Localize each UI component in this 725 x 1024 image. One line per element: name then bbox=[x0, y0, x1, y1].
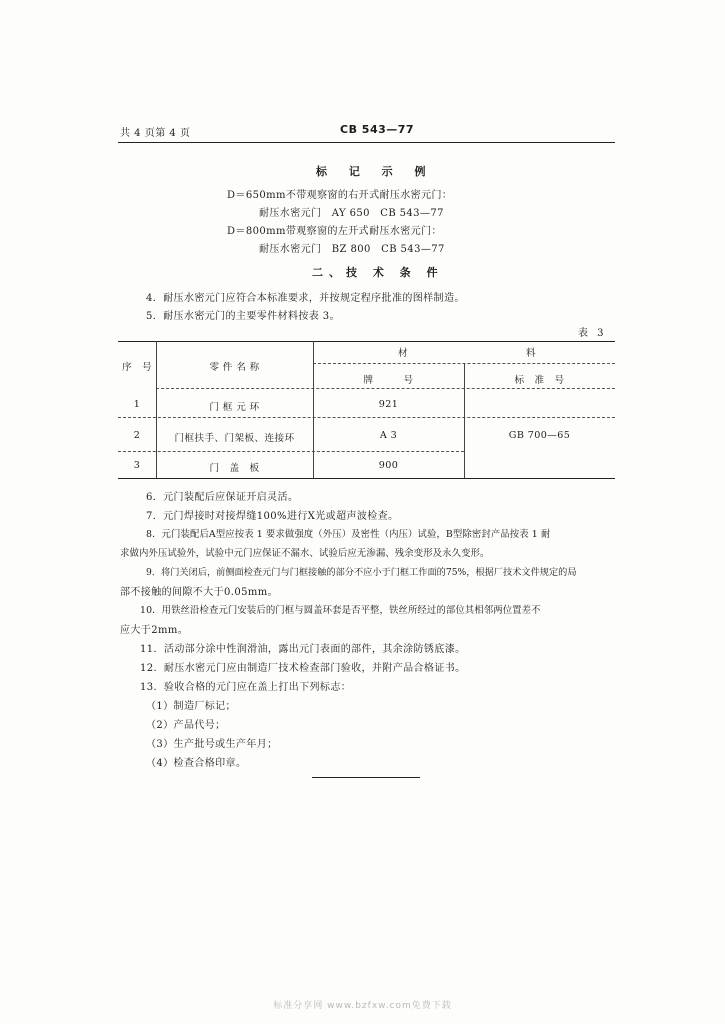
technical-condition-item: 5．耐压水密元门的主要零件材料按表 3。 bbox=[146, 311, 340, 322]
table-header-divider bbox=[156, 388, 615, 389]
row-index: 3 bbox=[133, 460, 141, 471]
page-info: 共 4 页第 4 页 bbox=[120, 128, 191, 139]
header-standard: 标 准 号 bbox=[514, 375, 565, 386]
header-part-name: 零 件 名 称 bbox=[209, 362, 260, 373]
row-standard: GB 700—65 bbox=[508, 430, 571, 441]
row-part-name: 门框扶手、门架板、连接环 bbox=[174, 433, 295, 444]
condition-item: 8．元门装配后A型应按表 1 要求做强度（外压）及密性（内压）试验，B型除密封产品按表 1 耐 bbox=[146, 529, 551, 540]
marking-example-line: 耐压水密元门 BZ 800 CB 543—77 bbox=[259, 244, 445, 255]
condition-item: 7．元门焊接时对接焊缝100%进行X光或超声波检查。 bbox=[146, 511, 399, 522]
marking-sub-item: （2）产品代号； bbox=[146, 720, 226, 731]
header-material-suffix: 料 bbox=[526, 348, 536, 359]
row-index: 2 bbox=[133, 430, 141, 441]
row-grade: A 3 bbox=[379, 430, 398, 441]
row-grade: 921 bbox=[378, 399, 399, 410]
marking-example-line: D＝800mm带观察窗的左开式耐压水密元门： bbox=[227, 226, 442, 237]
technical-condition-item: 4．耐压水密元门应符合本标准要求，并按规定程序批准的图样制造。 bbox=[146, 293, 465, 304]
table-row-divider bbox=[118, 417, 615, 418]
end-of-document-rule bbox=[312, 777, 420, 778]
condition-item: 9．将门关闭后，前侧面检查元门与门框接触的部分不应小于门框工作面的75%，根据厂技术文件规定的局 bbox=[146, 567, 577, 578]
row-part-name: 门 框 元 环 bbox=[209, 402, 260, 413]
marking-sub-item: （1）制造厂标记； bbox=[146, 701, 236, 712]
watermark: 标准分享网 www.bzfxw.com免费下载 bbox=[273, 1001, 452, 1011]
marking-example-line: 耐压水密元门 AY 650 CB 543—77 bbox=[259, 208, 444, 219]
condition-item: 13．验收合格的元门应在盖上打出下列标志： bbox=[140, 682, 352, 693]
condition-item: 10．用铁丝沿检查元门安装后的门框与圆盖环套是否平整，铁丝所经过的部位其相邻两位置差不 bbox=[140, 605, 541, 616]
table-bottom-rule bbox=[118, 478, 615, 479]
marking-example-line: D＝650mm不带观察窗的右开式耐压水密元门： bbox=[227, 190, 453, 201]
header-index: 序 号 bbox=[122, 362, 152, 373]
marking-examples-title: 标 记 示 例 bbox=[316, 165, 435, 178]
marking-sub-item: （3）生产批号或生产年月； bbox=[146, 739, 278, 750]
table-row-divider bbox=[118, 451, 464, 452]
standard-code: CB 543—77 bbox=[340, 123, 415, 136]
header-grade: 牌 号 bbox=[363, 375, 414, 386]
header-material: 材 bbox=[398, 348, 408, 359]
header-divider bbox=[118, 142, 615, 143]
marking-sub-item: （4）检查合格印章。 bbox=[146, 758, 247, 769]
technical-conditions-title: 二、技 术 条 件 bbox=[312, 266, 444, 279]
condition-item: 12．耐压水密元门应由制造厂技术检查部门验收，并附产品合格证书。 bbox=[140, 663, 466, 674]
condition-item: 11．活动部分涂中性润滑油，露出元门表面的部件，其余涂防锈底漆。 bbox=[140, 644, 466, 655]
condition-item: 6．元门装配后应保证开启灵活。 bbox=[146, 492, 299, 503]
row-grade: 900 bbox=[378, 460, 399, 471]
row-index: 1 bbox=[133, 399, 141, 410]
condition-item-continued: 求做内外压试验外，试验中元门应保证不漏水、试验后应无渗漏、残余变形及永久变形。 bbox=[120, 548, 490, 559]
row-part-name: 门 盖 板 bbox=[209, 463, 260, 474]
condition-item-continued: 应大于2mm。 bbox=[120, 625, 189, 636]
table-caption: 表 3 bbox=[578, 328, 607, 339]
condition-item-continued: 部不接触的间隙不大于0.05mm。 bbox=[120, 587, 279, 598]
materials-table bbox=[118, 341, 615, 479]
table-top-rule bbox=[118, 341, 615, 342]
